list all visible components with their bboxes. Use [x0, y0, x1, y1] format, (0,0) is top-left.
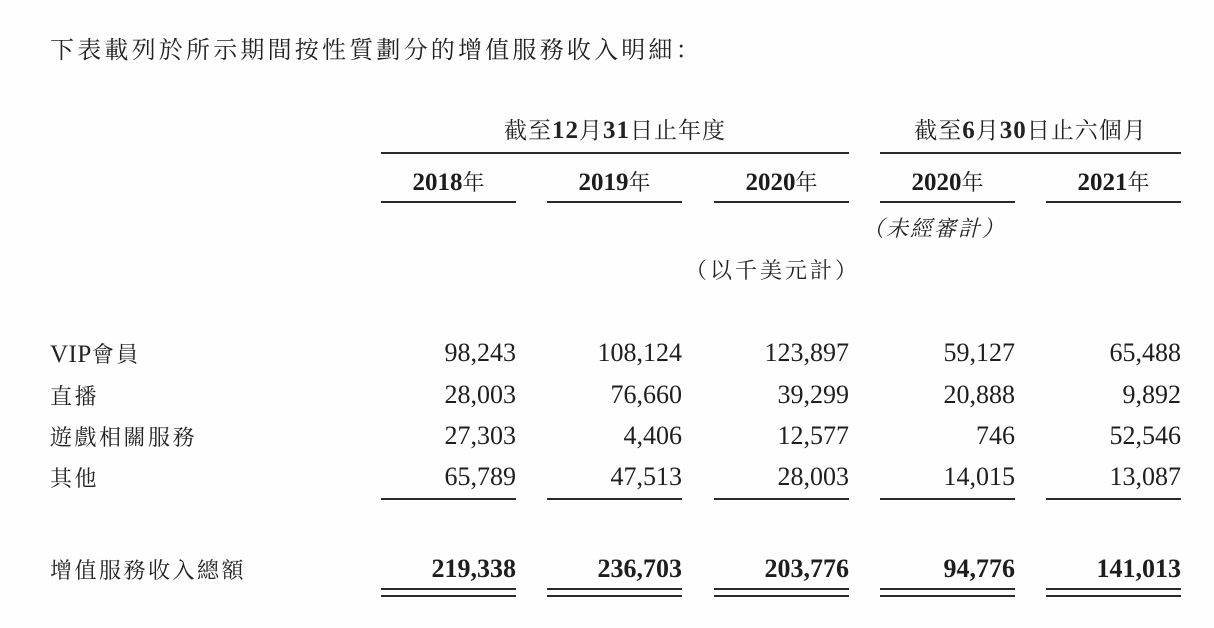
- column-rule: [1046, 201, 1181, 203]
- subtotal-rule: [714, 498, 849, 500]
- column-rule: [547, 201, 682, 203]
- column-year: 2018: [412, 169, 463, 196]
- table-cell: 47,513: [610, 462, 682, 491]
- group-header-half-year: [880, 112, 1181, 152]
- table-cell: 52,546: [1109, 421, 1181, 450]
- unaudited-note: （未經審計）: [862, 217, 1007, 242]
- total-double-rule-top: [1046, 588, 1181, 590]
- column-header-2021-half: [1046, 166, 1181, 197]
- group-annual-prefix: 截至: [504, 118, 552, 144]
- total-double-rule-top: [547, 588, 682, 590]
- column-rule: [381, 201, 516, 203]
- column-header-2020-annual: [714, 166, 849, 197]
- column-rule: [714, 201, 849, 203]
- column-rule: [880, 201, 1015, 203]
- total-double-rule-top: [381, 588, 516, 590]
- table-cell: 39,299: [777, 380, 849, 409]
- total-cell: 236,703: [597, 554, 682, 583]
- total-double-rule-top: [880, 588, 1015, 590]
- group-half-suffix: 日止六個月: [1026, 118, 1147, 144]
- table-cell: 28,003: [444, 380, 516, 409]
- column-year: 2020: [745, 169, 796, 196]
- total-cell: 141,013: [1096, 554, 1181, 583]
- table-cell: 12,577: [777, 421, 849, 450]
- group-header-annual: [381, 112, 849, 152]
- row-label-latin: VIP: [50, 341, 92, 368]
- row-label-live: 直播: [50, 385, 100, 410]
- table-cell: 28,003: [777, 462, 849, 491]
- column-year-suffix: 年: [462, 171, 485, 196]
- table-cell: 65,789: [444, 462, 516, 491]
- total-double-rule-bottom: [547, 595, 682, 597]
- row-label-other: 其他: [50, 467, 100, 492]
- group-annual-day: 31: [603, 117, 630, 144]
- unit-note: （以千美元計）: [685, 259, 861, 284]
- group-half-mid: 月: [975, 118, 1000, 144]
- group-annual-rule: [381, 152, 849, 154]
- column-year-suffix: 年: [795, 171, 818, 196]
- subtotal-rule: [1046, 498, 1181, 500]
- subtotal-rule: [880, 498, 1015, 500]
- row-label-text: 會員: [91, 343, 141, 368]
- group-annual-suffix: 日止年度: [630, 118, 726, 144]
- table-cell: 108,124: [597, 338, 682, 367]
- table-cell: 4,406: [623, 421, 682, 450]
- column-year-suffix: 年: [961, 171, 984, 196]
- total-double-rule-bottom: [381, 595, 516, 597]
- column-header-2018: [381, 166, 516, 197]
- table-cell: 123,897: [764, 338, 849, 367]
- total-cell: 219,338: [431, 554, 516, 583]
- total-cell: 203,776: [764, 554, 849, 583]
- column-year: 2021: [1077, 169, 1128, 196]
- table-cell: 14,015: [943, 462, 1015, 491]
- intro-text: 下表載列於所示期間按性質劃分的增值服務收入明細：: [50, 36, 703, 64]
- row-label-games: 遊戲相關服務: [50, 426, 198, 451]
- total-double-rule-bottom: [1046, 595, 1181, 597]
- table-cell: 59,127: [943, 338, 1015, 367]
- table-cell: 27,303: [444, 421, 516, 450]
- group-annual-month: 12: [552, 117, 579, 144]
- column-year: 2019: [578, 169, 629, 196]
- subtotal-rule: [547, 498, 682, 500]
- table-cell: 98,243: [444, 338, 516, 367]
- column-header-2019: [547, 166, 682, 197]
- row-label-total: 增值服務收入總額: [50, 559, 247, 584]
- group-half-day: 30: [999, 117, 1027, 144]
- table-cell: 76,660: [610, 380, 682, 409]
- column-year: 2020: [911, 169, 962, 196]
- group-half-prefix: 截至: [914, 118, 963, 144]
- table-cell: 746: [976, 421, 1015, 450]
- column-year-suffix: 年: [628, 171, 651, 196]
- column-header-2020-half: [880, 166, 1015, 197]
- column-year-suffix: 年: [1127, 171, 1150, 196]
- table-cell: 13,087: [1109, 462, 1181, 491]
- group-half-rule: [880, 152, 1181, 154]
- table-cell: 65,488: [1109, 338, 1181, 367]
- table-cell: 9,892: [1122, 380, 1181, 409]
- row-label-vip: [50, 338, 141, 369]
- subtotal-rule: [381, 498, 516, 500]
- table-cell: 20,888: [943, 380, 1015, 409]
- group-annual-mid: 月: [579, 118, 603, 144]
- total-double-rule-bottom: [714, 595, 849, 597]
- total-cell: 94,776: [943, 554, 1015, 583]
- total-double-rule-top: [714, 588, 849, 590]
- total-double-rule-bottom: [880, 595, 1015, 597]
- group-half-month: 6: [962, 117, 976, 144]
